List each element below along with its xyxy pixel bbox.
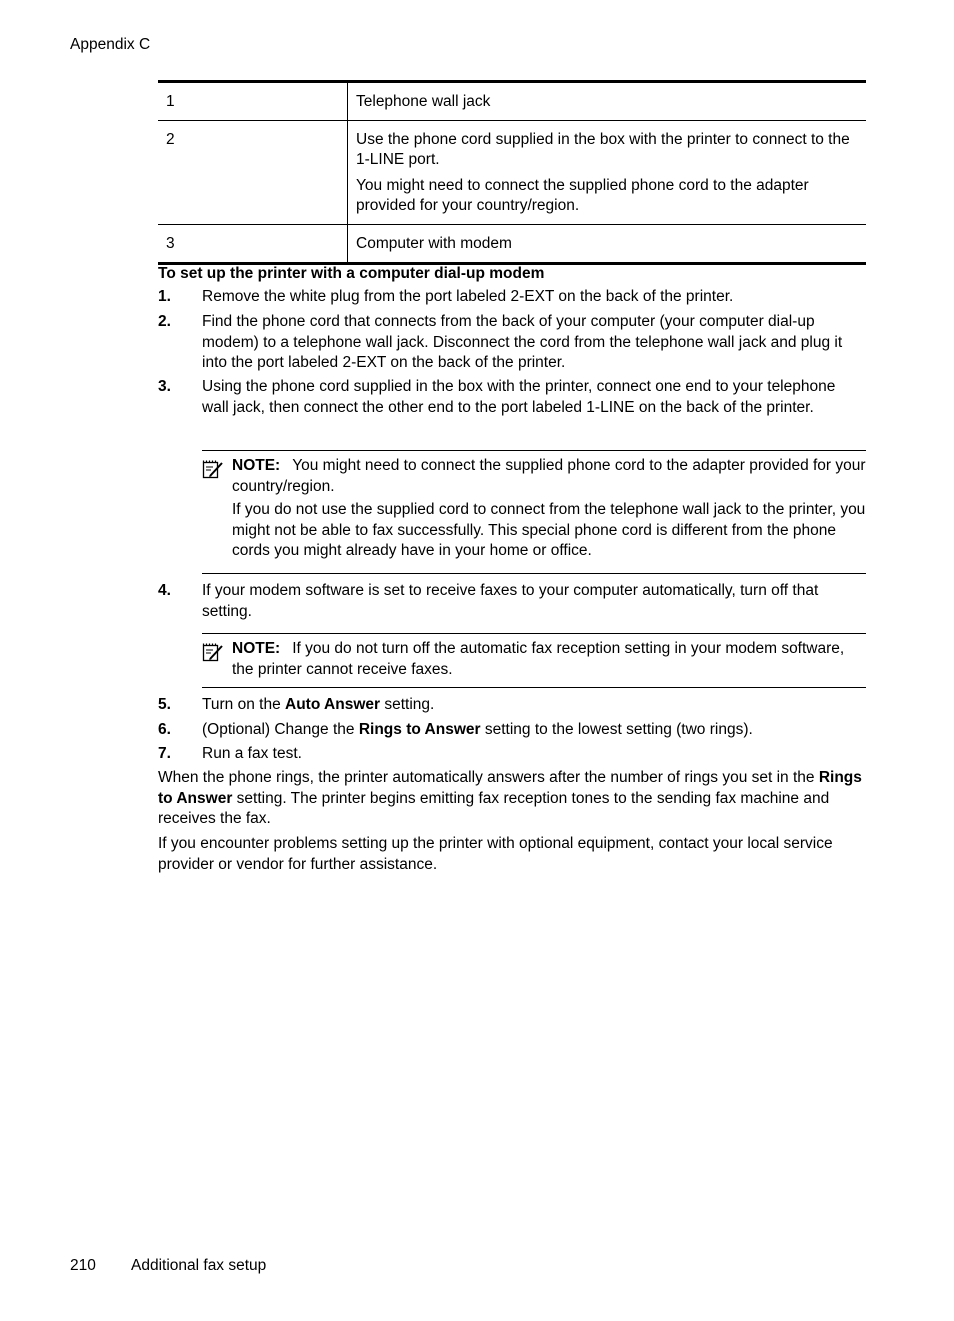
step-number: 5. — [158, 696, 171, 713]
step-text: Using the phone cord supplied in the box with the printer, connect one end to your telephone wall jack, then connect the other end to the port labeled 1-LINE on the back of the printer. — [202, 378, 836, 416]
note-label: NOTE: — [232, 640, 281, 657]
step-text: Turn on the Auto Answer setting. — [202, 696, 435, 713]
step-number: 7. — [158, 745, 171, 762]
procedure-step — [158, 377, 866, 418]
description-text: Telephone wall jack — [356, 93, 491, 110]
step-number: 6. — [158, 721, 171, 738]
closing-paragraph: When the phone rings, the printer automatically answers after the number of rings you set in the Rings to Answer setting. The printer begins emitting fax reception tones to the sending fax machine and receives the fax. — [158, 769, 862, 827]
table-row — [158, 225, 866, 264]
callout-number: 1 — [158, 82, 348, 121]
callout-legend-table — [158, 80, 866, 265]
procedure-step — [158, 720, 866, 741]
step-text: Find the phone cord that connects from the back of your computer (your computer dial-up modem) to a telephone wall jack. Disconnect the cord from the telephone wall jack and plug it into the port labeled 2-EXT on the back of the printer. — [202, 313, 843, 371]
note-icon — [202, 459, 224, 479]
callout-number: 3 — [158, 225, 348, 264]
note-body — [232, 634, 866, 680]
step-number: 2. — [158, 313, 171, 330]
page-footer — [70, 1257, 267, 1275]
step-number: 3. — [158, 378, 171, 395]
description-text: Computer with modem — [356, 235, 512, 252]
table-row — [158, 121, 866, 225]
procedure-step — [158, 287, 866, 308]
callout-description — [348, 121, 867, 225]
note-text: If you do not turn off the automatic fax reception setting in your modem software, the printer cannot receive faxes. — [232, 640, 845, 678]
note-label: NOTE: — [232, 457, 281, 474]
callout-description — [348, 82, 867, 121]
note-box — [202, 450, 866, 574]
callout-number: 2 — [158, 121, 348, 225]
page-number: 210 — [70, 1257, 96, 1274]
step-text: (Optional) Change the Rings to Answer setting to the lowest setting (two rings). — [202, 721, 753, 738]
note-icon — [202, 642, 224, 662]
step-number: 4. — [158, 582, 171, 599]
procedure-step — [158, 312, 866, 374]
procedure-title: To set up the printer with a computer dial-up modem — [158, 265, 545, 282]
step-text: If your modem software is set to receive faxes to your computer automatically, turn off that setting. — [202, 582, 819, 620]
description-text: Use the phone cord supplied in the box with the printer to connect to the 1-LINE port. — [356, 131, 850, 168]
step-text: Remove the white plug from the port labeled 2-EXT on the back of the printer. — [202, 288, 734, 305]
note-box — [202, 633, 866, 688]
procedure-step — [158, 695, 866, 716]
running-header: Appendix C — [70, 36, 151, 53]
description-text: You might need to connect the supplied phone cord to the adapter provided for your country/region. — [356, 177, 809, 214]
note-text: You might need to connect the supplied phone cord to the adapter provided for your country/region. — [232, 457, 866, 495]
footer-section-title: Additional fax setup — [131, 1257, 267, 1274]
callout-description — [348, 225, 867, 264]
procedure-step — [158, 581, 866, 622]
step-text: Run a fax test. — [202, 745, 302, 762]
closing-paragraph: If you encounter problems setting up the printer with optional equipment, contact your local service provider or vendor for further assistance. — [158, 835, 833, 873]
note-body — [232, 451, 866, 562]
table-row — [158, 82, 866, 121]
procedure-step — [158, 744, 866, 765]
step-number: 1. — [158, 288, 171, 305]
note-text: If you do not use the supplied cord to connect from the telephone wall jack to the printer, you might not be able to fax successfully. This special phone cord is different from the phone cords you might already have in your home or office. — [232, 501, 866, 559]
